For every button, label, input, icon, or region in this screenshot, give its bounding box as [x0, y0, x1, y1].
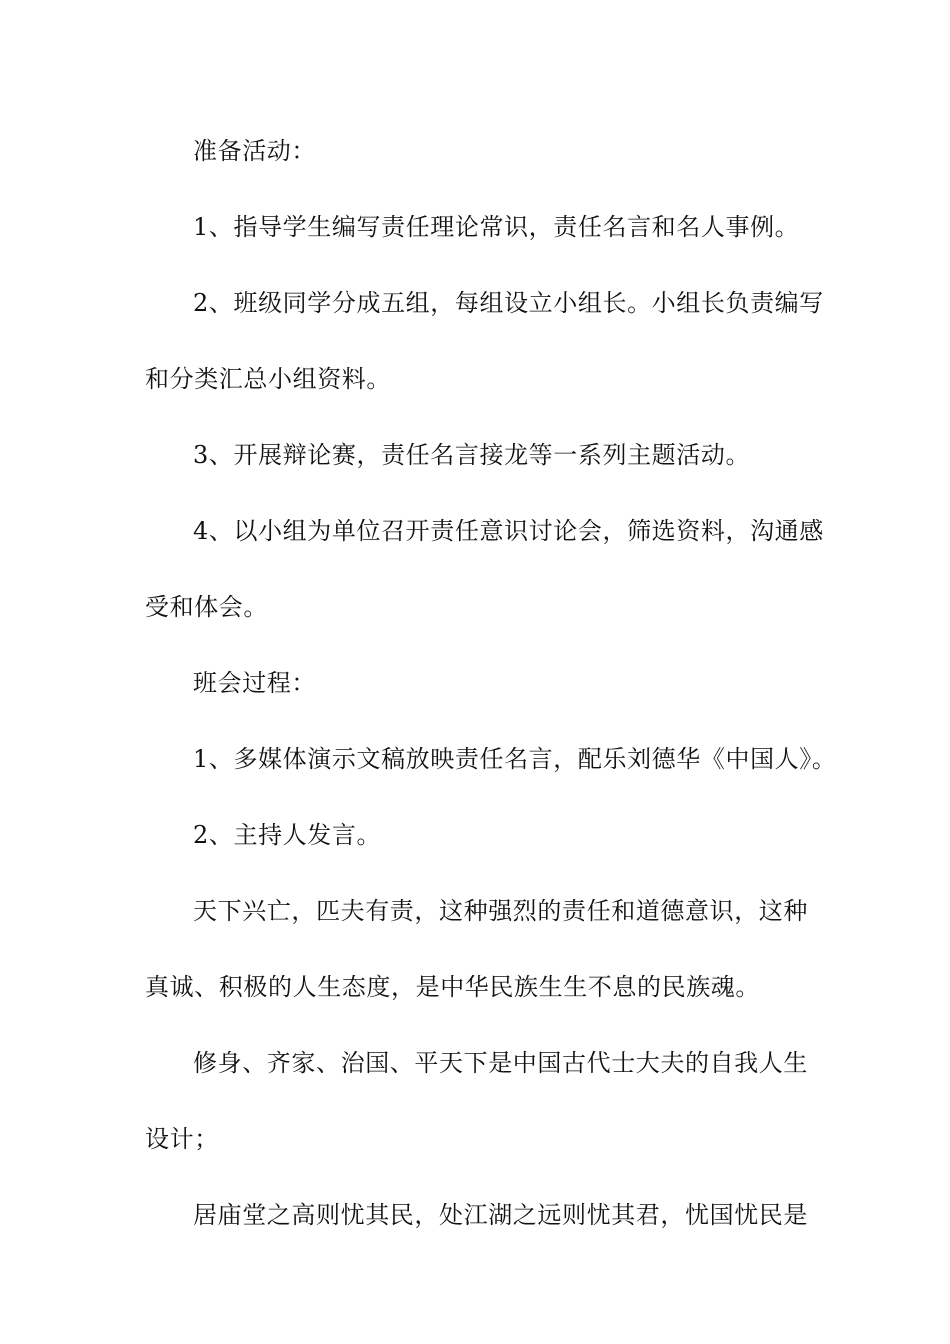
paragraph-line: 2、主持人发言。 — [193, 821, 382, 849]
paragraph-line: 真诚、积极的人生态度，是中华民族生生不息的民族魂。 — [145, 973, 760, 1001]
paragraph-line: 天下兴亡，匹夫有责，这种强烈的责任和道德意识，这种 — [193, 897, 808, 925]
paragraph-line: 1、指导学生编写责任理论常识，责任名言和名人事例。 — [193, 213, 800, 241]
paragraph-line: 修身、齐家、治国、平天下是中国古代士大夫的自我人生 — [193, 1049, 808, 1077]
paragraph-line: 受和体会。 — [145, 593, 268, 621]
paragraph-line: 2、班级同学分成五组，每组设立小组长。小组长负责编写 — [193, 289, 824, 317]
paragraph-line: 设计； — [145, 1125, 219, 1153]
paragraph-line: 1、多媒体演示文稿放映责任名言，配乐刘德华《中国人》。 — [193, 745, 837, 773]
heading-preparation: 准备活动： — [193, 137, 316, 165]
paragraph-line: 4、以小组为单位召开责任意识讨论会，筛选资料，沟通感 — [193, 517, 824, 545]
heading-class-process: 班会过程： — [193, 669, 316, 697]
paragraph-line: 和分类汇总小组资料。 — [145, 365, 391, 393]
paragraph-line: 居庙堂之高则忧其民，处江湖之远则忧其君，忧国忧民是 — [193, 1201, 808, 1229]
paragraph-line: 3、开展辩论赛，责任名言接龙等一系列主题活动。 — [193, 441, 751, 469]
